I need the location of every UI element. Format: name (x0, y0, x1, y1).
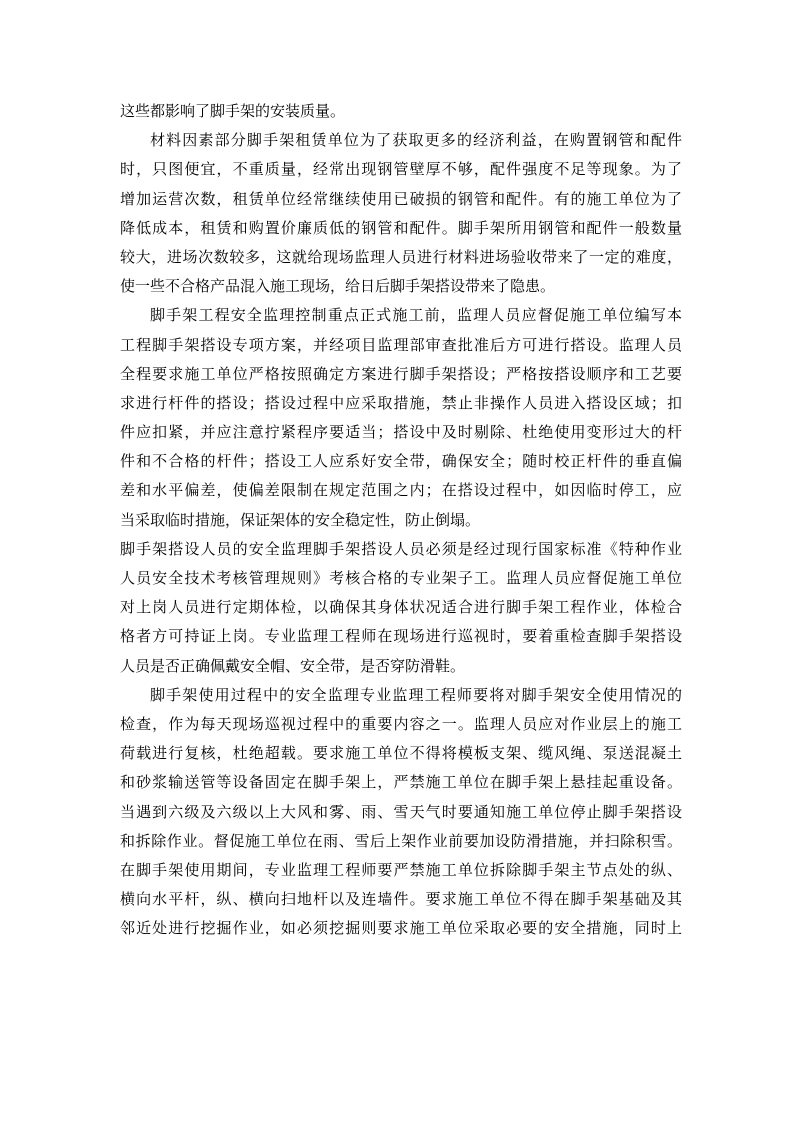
text-line: 荷载进行复核，杜绝超载。要求施工单位不得将模板支架、缆风绳、泵送混凝土 (120, 744, 682, 763)
text-line: 件应扣紧，并应注意拧紧程序要适当；搭设中及时剔除、杜绝使用变形过大的杆 (120, 423, 682, 442)
text-line: 在脚手架使用期间，专业监理工程师要严禁施工单位拆除脚手架主节点处的纵、 (120, 860, 682, 879)
text-line: 工程脚手架搭设专项方案，并经项目监理部审查批准后方可进行搭设。监理人员 (120, 335, 682, 354)
text-line: 格者方可持证上岗。专业监理工程师在现场进行巡视时，要着重检查脚手架搭设 (120, 627, 682, 646)
text-line: 脚手架搭设人员的安全监理脚手架搭设人员必须是经过现行国家标准《特种作业 (120, 539, 682, 558)
text-line: 件和不合格的杆件；搭设工人应系好安全带，确保安全；随时校正杆件的垂直偏 (120, 452, 682, 471)
text-line: 求进行杆件的搭设；搭设过程中应采取措施，禁止非操作人员进入搭设区域；扣 (120, 393, 682, 412)
text-line: 检查，作为每天现场巡视过程中的重要内容之一。监理人员应对作业层上的施工 (120, 714, 682, 733)
text-line: 使一些不合格产品混入施工现场，给日后脚手架搭设带来了隐患。 (120, 277, 556, 296)
text-line: 较大，进场次数较多，这就给现场监理人员进行材料进场验收带来了一定的难度， (120, 247, 682, 266)
text-line: 人员安全技术考核管理规则》考核合格的专业架子工。监理人员应督促施工单位 (120, 569, 682, 587)
text-line: 和砂浆输送管等设备固定在脚手架上，严禁施工单位在脚手架上悬挂起重设备。 (120, 773, 682, 792)
text-line: 脚手架工程安全监理控制重点正式施工前，监理人员应督促施工单位编写本 (150, 306, 682, 325)
text-line: 材料因素部分脚手架租赁单位为了获取更多的经济利益，在购置钢管和配件 (150, 131, 682, 150)
text-line: 当采取临时措施，保证架体的安全稳定性，防止倒塌。 (120, 510, 481, 529)
text-line: 增加运营次数，租赁单位经常继续使用已破损的钢管和配件。有的施工单位为了 (120, 189, 682, 208)
text-line: 邻近处进行挖掘作业，如必须挖掘则要求施工单位采取必要的安全措施，同时上 (120, 919, 682, 938)
text-line: 时，只图便宜，不重质量，经常出现钢管壁厚不够，配件强度不足等现象。为了 (120, 160, 682, 179)
text-line: 人员是否正确佩戴安全帽、安全带，是否穿防滑鞋。 (120, 656, 466, 675)
text-line: 当遇到六级及六级以上大风和雾、雨、雪天气时要通知施工单位停止脚手架搭设 (120, 802, 682, 821)
text-line: 和拆除作业。督促施工单位在雨、雪后上架作业前要加设防滑措施，并扫除积雪。 (120, 831, 682, 850)
text-line: 脚手架使用过程中的安全监理专业监理工程师要将对脚手架安全使用情况的 (150, 685, 682, 704)
text-line: 横向水平杆，纵、横向扫地杆以及连墙件。要求施工单位不得在脚手架基础及其 (120, 890, 682, 909)
text-line: 对上岗人员进行定期体检，以确保其身体状况适合进行脚手架工程作业，体检合 (120, 598, 682, 617)
text-line: 这些都影响了脚手架的安装质量。 (120, 102, 346, 120)
text-line: 差和水平偏差，使偏差限制在规定范围之内；在搭设过程中，如因临时停工，应 (120, 481, 682, 500)
text-line: 降低成本，租赁和购置价廉质低的钢管和配件。脚手架所用钢管和配件一般数量 (120, 218, 682, 237)
text-line: 全程要求施工单位严格按照确定方案进行脚手架搭设；严格按搭设顺序和工艺要 (120, 364, 682, 383)
document-body (120, 97, 682, 943)
